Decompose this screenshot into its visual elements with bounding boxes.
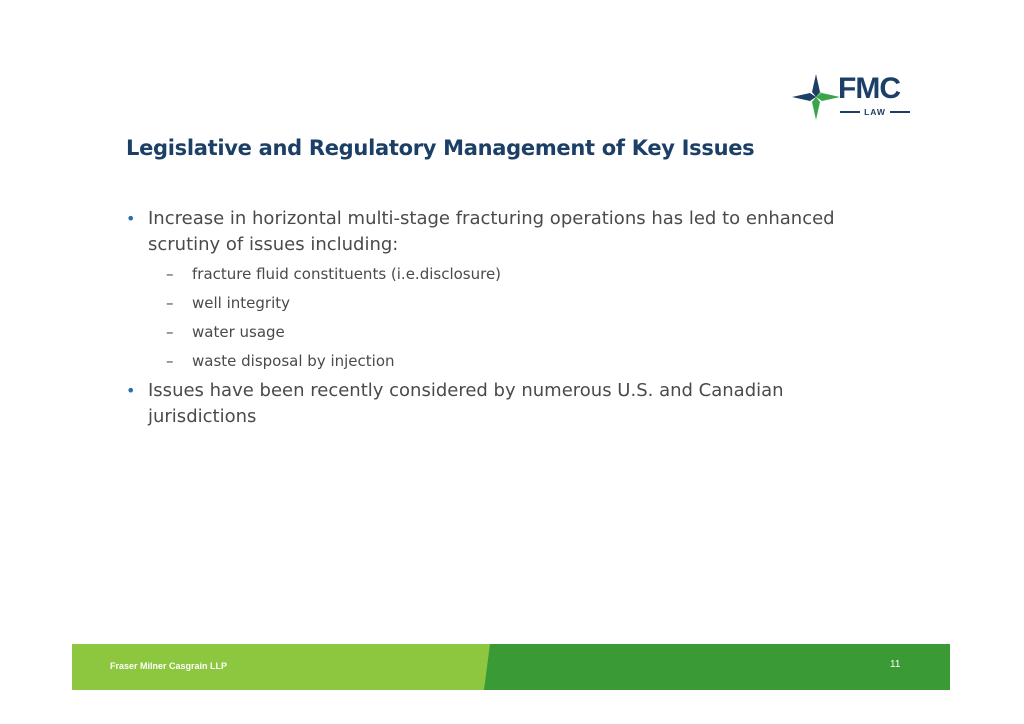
bullet-glyph: • (126, 381, 136, 400)
bullet-item (126, 206, 866, 258)
slide-title: Legislative and Regulatory Management of Key Issues (126, 136, 755, 160)
logo-wordmark: FMC (838, 72, 900, 105)
bullet-text: Issues have been recently considered by numerous U.S. and Canadian jurisdictions (148, 380, 784, 427)
footer-band (72, 644, 950, 690)
footer-company-name: Fraser Milner Casgrain LLP (110, 661, 228, 671)
page-number: 11 (890, 659, 901, 670)
sub-item (166, 260, 866, 289)
logo-subtitle-text: LAW (864, 107, 886, 117)
dash-glyph: – (166, 352, 174, 370)
dash-glyph: – (166, 323, 174, 341)
sub-item-text: waste disposal by injection (192, 352, 395, 370)
fmc-law-logo (790, 72, 914, 124)
sub-item (166, 347, 866, 376)
bullet-text: Increase in horizontal multi-stage fracturing operations has led to enhanced scrutiny of issues including: (148, 208, 835, 255)
sub-item-text: well integrity (192, 294, 290, 312)
logo-rule-left (840, 111, 860, 113)
bullet-item (126, 378, 866, 430)
sub-item (166, 289, 866, 318)
compass-star-icon (790, 72, 842, 122)
logo-rule-right (890, 111, 910, 113)
sub-item-text: fracture fluid constituents (i.e.disclosure) (192, 265, 502, 283)
sub-item (166, 318, 866, 347)
dash-glyph: – (166, 265, 174, 283)
sub-list (166, 260, 866, 376)
sub-item-text: water usage (192, 323, 285, 341)
dash-glyph: – (166, 294, 174, 312)
logo-subtitle (840, 106, 910, 118)
slide-body (126, 206, 866, 430)
bullet-glyph: • (126, 209, 136, 228)
